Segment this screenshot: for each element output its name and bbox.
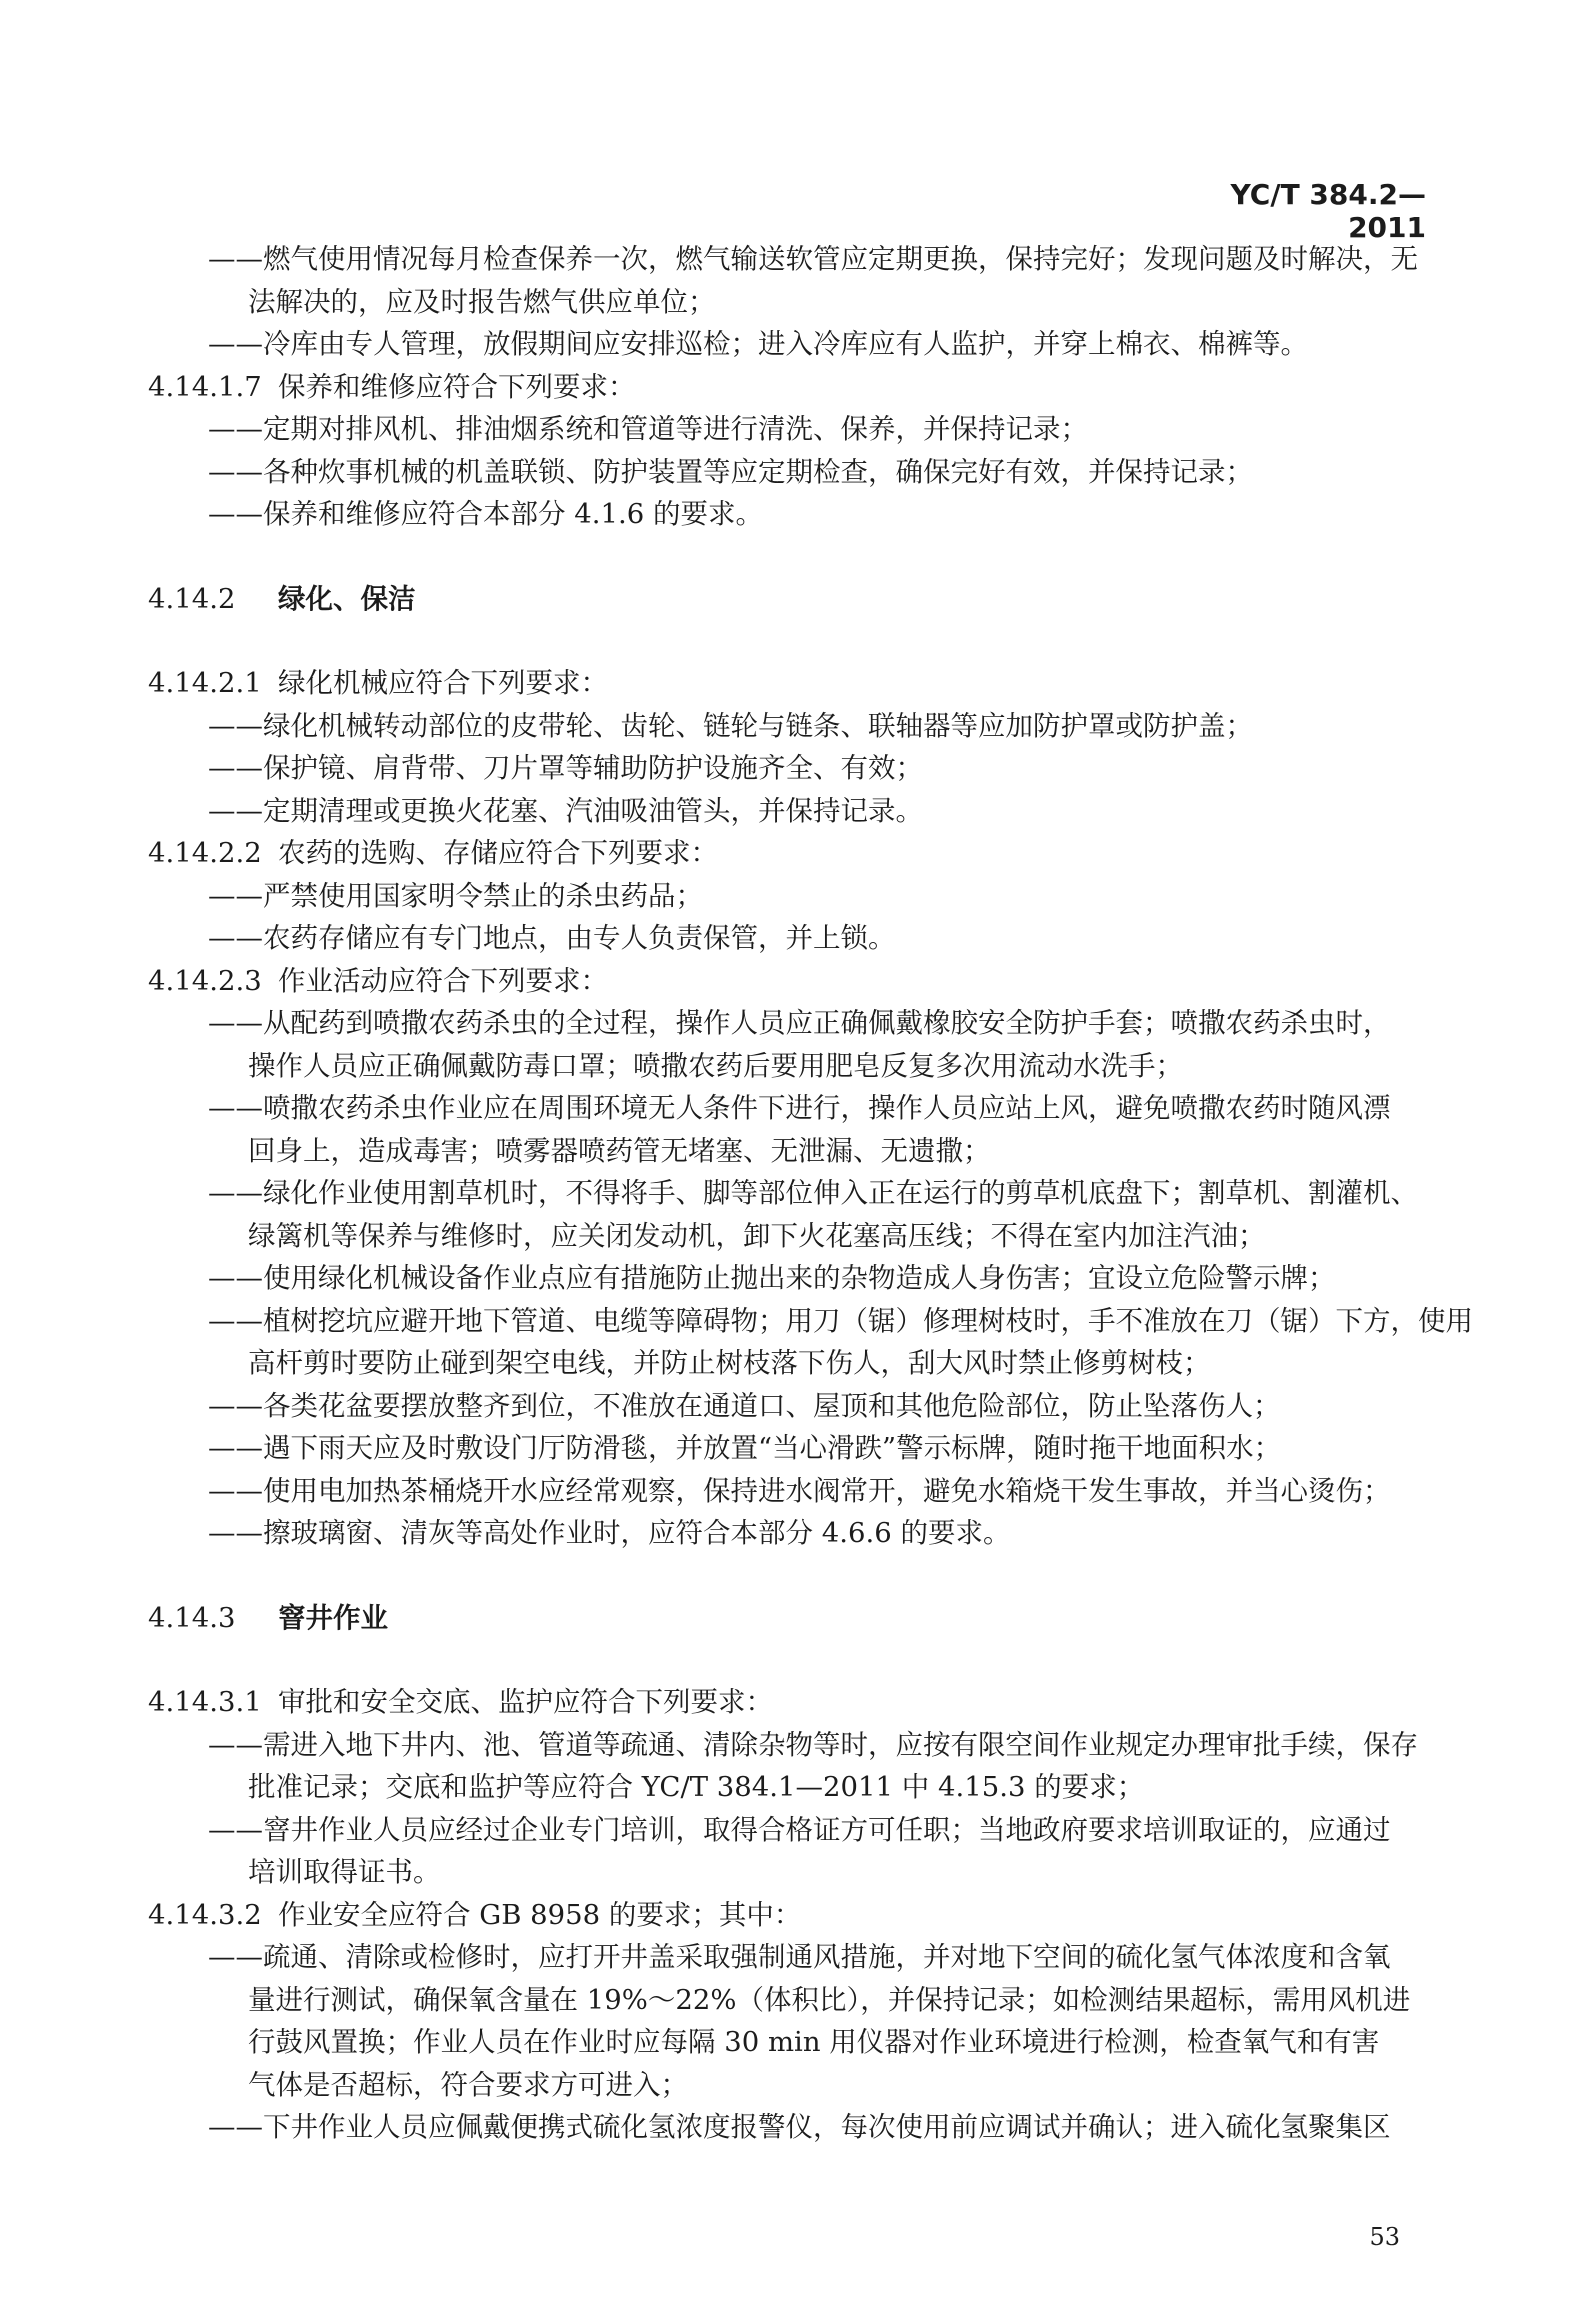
clause-heading [148,960,1428,1003]
clause-number: 4.14.3.1 [148,1686,262,1718]
clause-number: 4.14.3 [148,1601,236,1634]
clause-heading [148,662,1428,705]
list-item-continuation: 操作人员应正确佩戴防毒口罩；喷撒农药后要用肥皂反复多次用流动水洗手； [248,1049,1183,1082]
list-item-continuation: 气体是否超标，符合要求方可进入； [248,2068,688,2101]
clause-heading [148,1894,1428,1937]
list-item: ——各类花盆要摆放整齐到位，不准放在通道口、屋顶和其他危险部位，防止坠落伤人； [208,1389,1281,1422]
clause-text: 保养和维修应符合下列要求： [278,370,636,403]
clause-text: 窨井作业 [278,1601,388,1634]
clause-text: 作业活动应符合下列要求： [278,964,608,997]
paragraph-gap [148,1639,1428,1681]
clause-number: 4.14.2.3 [148,964,262,997]
list-item: ——下井作业人员应佩戴便携式硫化氢浓度报警仪，每次使用前应调试并确认；进入硫化氢聚集区 [208,2111,1391,2143]
list-item: ——需进入地下井内、池、管道等疏通、清除杂物等时，应按有限空间作业规定办理审批手续，保存 [208,1728,1418,1761]
list-item-continuation: 量进行测试，确保氧含量在 19%～22%（体积比），并保持记录；如检测结果超标，需用风机进 [248,1983,1411,2016]
page-number: 53 [1369,2223,1400,2251]
list-item: ——各种炊事机械的机盖联锁、防护装置等应定期检查，确保完好有效，并保持记录； [208,455,1253,488]
clause-text: 作业安全应符合 GB 8958 的要求；其中： [278,1898,802,1931]
section-heading [148,578,1428,621]
list-item: ——冷库由专人管理，放假期间应安排巡检；进入冷库应有人监护，并穿上棉衣、棉裤等。 [208,328,1308,360]
clause-heading [148,832,1428,875]
list-item-continuation: 行鼓风置换；作业人员在作业时应每隔 30 min 用仪器对作业环境进行检测，检查氧气和有害 [248,2026,1380,2058]
paragraph-gap [148,620,1428,662]
list-item: ——使用绿化机械设备作业点应有措施防止抛出来的杂物造成人身伤害；宜设立危险警示牌； [208,1262,1336,1294]
list-item: ——绿化机械转动部位的皮带轮、齿轮、链轮与链条、联轴器等应加防护罩或防护盖； [208,709,1253,742]
list-item: ——定期对排风机、排油烟系统和管道等进行清洗、保养，并保持记录； [208,413,1088,445]
clause-text: 农药的选购、存储应符合下列要求： [278,837,718,869]
list-item: ——绿化作业使用割草机时，不得将手、脚等部位伸入正在运行的剪草机底盘下；割草机、割灌机、 [208,1177,1418,1209]
list-item: ——严禁使用国家明令禁止的杀虫药品； [208,879,703,912]
list-item-continuation: 高杆剪时要防止碰到架空电线，并防止树枝落下伤人，刮大风时禁止修剪树枝； [248,1347,1211,1379]
clause-number: 4.14.2 [148,582,236,615]
paragraph-gap [148,536,1428,578]
list-item-continuation: 批准记录；交底和监护等应符合 YC/T 384.1—2011 中 4.15.3 的要求； [248,1771,1145,1803]
list-item: ——疏通、清除或检修时，应打开井盖采取强制通风措施，并对地下空间的硫化氢气体浓度和含氧 [208,1941,1391,1973]
list-item: ——遇下雨天应及时敷设门厅防滑毯，并放置“当心滑跌”警示标牌，随时拖干地面积水； [208,1432,1282,1464]
paragraph-gap [148,1555,1428,1597]
clause-heading [148,366,1428,409]
clause-text: 绿化、保洁 [278,582,416,615]
clause-text: 审批和安全交底、监护应符合下列要求： [278,1686,773,1718]
list-item: ——使用电加热茶桶烧开水应经常观察，保持进水阀常开，避免水箱烧干发生事故，并当心烫伤； [208,1474,1391,1507]
standard-code: YC/T 384.2—2011 [1230,178,1426,244]
list-item: ——定期清理或更换火花塞、汽油吸油管头，并保持记录。 [208,794,923,827]
list-item: ——窨井作业人员应经过企业专门培训，取得合格证方可任职；当地政府要求培训取证的，应通过 [208,1813,1391,1846]
list-item: ——植树挖坑应避开地下管道、电缆等障碍物；用刀（锯）修理树枝时，手不准放在刀（锯）下方，使用 [208,1304,1473,1337]
clause-number: 4.14.2.2 [148,837,262,869]
list-item-continuation: 回身上，造成毒害；喷雾器喷药管无堵塞、无泄漏、无遗撒； [248,1134,991,1167]
list-item: ——农药存储应有专门地点，由专人负责保管，并上锁。 [208,922,896,954]
list-item: ——擦玻璃窗、清灰等高处作业时，应符合本部分 4.6.6 的要求。 [208,1517,1011,1549]
section-heading [148,1597,1428,1640]
clause-number: 4.14.3.2 [148,1898,262,1931]
list-item: ——保养和维修应符合本部分 4.1.6 的要求。 [208,498,763,530]
list-item-continuation: 绿篱机等保养与维修时，应关闭发动机，卸下火花塞高压线；不得在室内加注汽油； [248,1219,1266,1252]
clause-number: 4.14.1.7 [148,370,262,403]
clause-text: 绿化机械应符合下列要求： [278,667,608,699]
list-item: ——喷撒农药杀虫作业应在周围环境无人条件下进行，操作人员应站上风，避免喷撒农药时随风漂 [208,1092,1391,1124]
list-item-continuation: 法解决的，应及时报告燃气供应单位； [248,285,716,318]
list-item: ——从配药到喷撒农药杀虫的全过程，操作人员应正确佩戴橡胶安全防护手套；喷撒农药杀虫时， [208,1007,1391,1039]
list-item-continuation: 培训取得证书。 [248,1856,441,1888]
list-item: ——保护镜、肩背带、刀片罩等辅助防护设施齐全、有效； [208,752,923,784]
document-body [148,238,1473,2149]
clause-number: 4.14.2.1 [148,667,262,699]
list-item: ——燃气使用情况每月检查保养一次，燃气输送软管应定期更换，保持完好；发现问题及时解决，无 [208,243,1418,275]
clause-heading [148,1681,1428,1724]
